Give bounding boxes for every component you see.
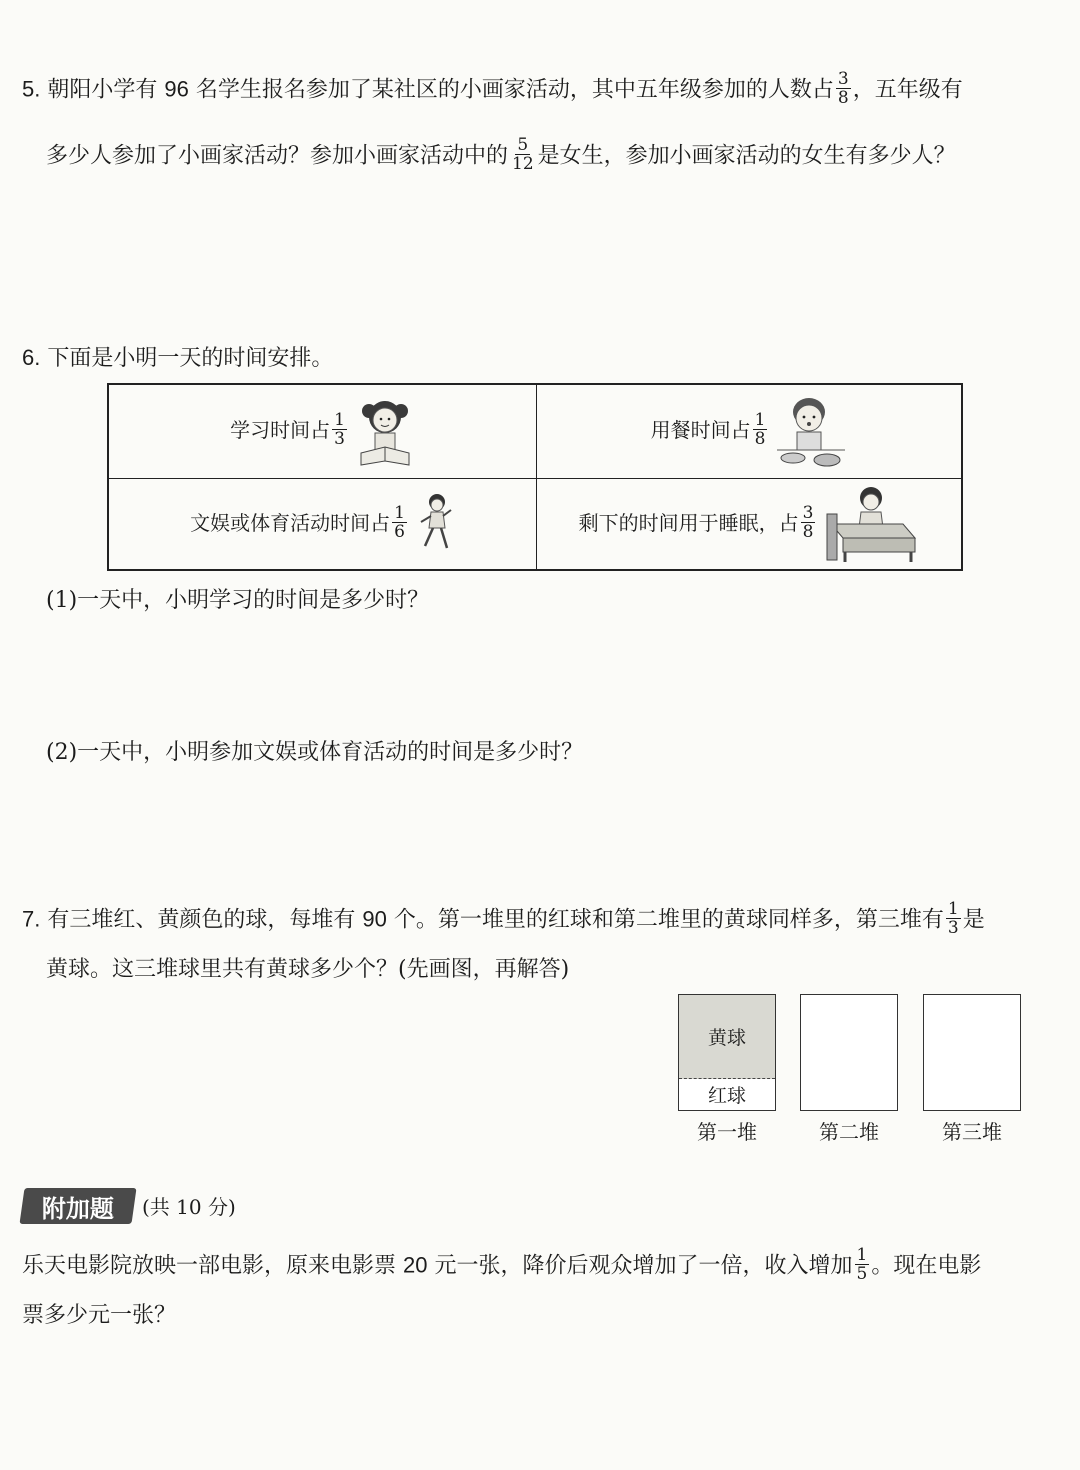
- pile-1-label: 第一堆: [697, 1120, 757, 1144]
- q5-text-d: 多少人参加了小画家活动？参加小画家活动中的: [46, 143, 509, 169]
- bonus-fraction: $\frac{1}{5}$: [856, 1245, 868, 1284]
- q7-count: 90: [362, 906, 387, 932]
- q7-fraction: $\frac{1}{3}$: [947, 899, 959, 938]
- q5-line1: [22, 69, 963, 109]
- pile-1-box: [678, 994, 776, 1111]
- q7-text-a: 有三堆红、黄颜色的球，每堆有: [47, 907, 356, 933]
- schedule-table: [107, 383, 963, 571]
- q7-line1: [22, 899, 985, 939]
- q5-text-b: 名学生报名参加了某社区的小画家活动，其中五年级参加的人数占: [195, 77, 834, 103]
- q5-text-e: 是女生，参加小画家活动的女生有多少人？: [537, 143, 956, 169]
- q5-fraction-2: $\frac{5}{12}$: [512, 135, 534, 174]
- bonus-badge: 附加题: [19, 1188, 136, 1224]
- q7-number: 7.: [22, 906, 41, 932]
- schedule-cell-sleep: 剩下的时间用于睡眠，占 $\frac{3}{8}$: [537, 479, 961, 569]
- q6-number: 6.: [22, 345, 41, 370]
- q6-sub1: (1)一天中，小明学习的时间是多少时？: [46, 588, 430, 613]
- q5-count: 96: [164, 76, 189, 102]
- meal-fraction: $\frac{1}{8}$: [754, 410, 766, 449]
- pile-3-label: 第三堆: [942, 1120, 1002, 1144]
- q5-line2: [46, 135, 956, 175]
- study-fraction: $\frac{1}{3}$: [334, 410, 345, 449]
- q6-intro: [22, 343, 333, 374]
- schedule-cell-activity: 文娱或体育活动时间占 $\frac{1}{6}$: [109, 479, 537, 569]
- bonus-line1: [22, 1245, 982, 1285]
- bonus-text-b: 元一张，降价后观众增加了一倍，收入增加: [434, 1253, 853, 1279]
- q5-fraction-1: $\frac{3}{8}$: [837, 69, 849, 108]
- schedule-cell-study: 学习时间占 $\frac{1}{3}$: [109, 385, 537, 479]
- pile-1-yellow: 黄球: [679, 995, 775, 1079]
- q7-text-b: 个。第一堆里的红球和第二堆里的黄球同样多，第三堆有: [393, 907, 944, 933]
- pile-2-box[interactable]: [800, 994, 898, 1111]
- pile-2-label: 第二堆: [819, 1120, 879, 1144]
- bonus-score: (共 10 分): [142, 1195, 236, 1219]
- q7-line2: 黄球。这三堆球里共有黄球多少个？(先画图，再解答): [46, 957, 570, 982]
- activity-fraction: $\frac{1}{6}$: [394, 502, 405, 542]
- girl-in-bed-icon: [823, 484, 919, 564]
- bonus-line2: 票多少元一张？: [22, 1303, 177, 1328]
- q6-intro-text: 下面是小明一天的时间安排。: [47, 346, 334, 371]
- q5-text-c: ，五年级有: [852, 77, 963, 103]
- sleep-fraction: $\frac{3}{8}$: [802, 502, 814, 542]
- schedule-cell-meal: 用餐时间占 $\frac{1}{8}$: [537, 385, 961, 479]
- studying-girl-icon: [355, 395, 415, 469]
- bonus-text-a: 乐天电影院放映一部电影，原来电影票: [22, 1253, 397, 1279]
- bonus-text-c: 。现在电影: [871, 1253, 982, 1279]
- bonus-price: 20: [403, 1252, 428, 1278]
- q5-text-a: 朝阳小学有: [47, 77, 158, 103]
- eating-boy-icon: [775, 392, 847, 472]
- running-girl-icon: [415, 492, 455, 556]
- pile-3-box[interactable]: [923, 994, 1021, 1111]
- q5-number: 5.: [22, 76, 41, 102]
- q7-text-c: 是: [962, 907, 985, 933]
- q6-sub2: (2)一天中，小明参加文娱或体育活动的时间是多少时？: [46, 740, 584, 765]
- pile-1-red: 红球: [707, 1084, 746, 1107]
